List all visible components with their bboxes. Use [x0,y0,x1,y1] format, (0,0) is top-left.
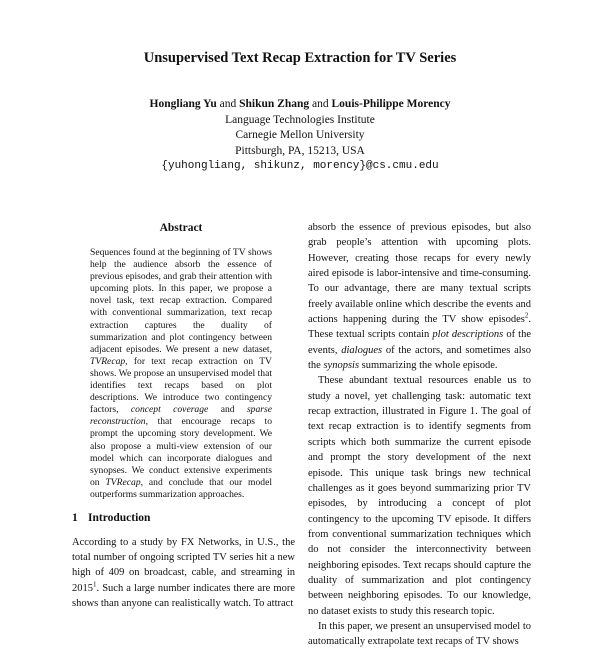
author-block [0,97,600,175]
introduction-text: According to a study by FX Networks, in U.S., the total number of ongoing scripted TV series hit a new high of 409 on broadcast, cable, and streaming in 2015$^1$. Such a large number indicates there are more shows than anyone can realistically watch. To attract [72,537,295,609]
author-1: Hongliang Yu [149,98,217,110]
paper-title: Unsupervised Text Recap Extraction for TV Series [143,50,457,66]
paragraph: absorb the essence of previous episodes, but also grab people’s attention with upcoming plots. However, creating those recaps for every newly aired episode is labor-intensive and time-consuming. To our advantage, there are many textual scripts freely available online which describe the events and actions happening during the TV show episodes$^2$. These textual scripts contain plot descriptions of the events, dialogues of the actors, and sometimes also the synopsis summarizing the whole episode. [308,222,532,372]
section-number: 1 [72,512,78,524]
emphasis-term: dialogues [341,344,383,356]
dataset-name: TVRecap [90,355,126,367]
abstract-text: Sequences found at the beginning of TV shows help the audience absorb the essence of previous episodes, and grab their attention with upcoming plots. In this paper, we propose a novel task, text recap extraction. Compared with conventional summarization, text recap extraction captures the duality of summarization and plot contingency between adjacent episodes. We present a new dataset, TVRecap, for text recap extraction on TV shows. We propose an unsupervised model that identifies text recaps based on plot descriptions. We introduce two contingency factors, concept coverage and sparse reconstruction, that encourage recaps to prompt the upcoming story development. We also propose a multi-view extension of our model which can incorporate dialogues and synopses. We conduct extensive experiments on TVRecap, and conclude that our model outperforms summarization approaches. [90,247,273,500]
author-3: Louis-Philippe Morency [331,98,451,110]
author-names [0,97,600,113]
paragraph: These abundant textual resources enable us to study a novel, yet challenging task: automatic text recap extraction, illustrated in Figure 1. The goal of text recap extraction is to identify segments from scripts which both summarize the current episode and prompt the story development of the next episode. This unique task brings new technical challenges as it goes beyond summarizing prior TV episodes, by introducing a concept of plot contingency to the upcoming TV episode. It differs from conventional summarization techniques which do not consider the interconnectivity between neighboring episodes. Text recaps should capture the duality of summarization and plot contingency between neighboring episodes. To our knowledge, no dataset exists to study this research topic. [308,375,531,617]
university: Carnegie Mellon University [235,129,365,141]
footnote-marker: 1 [93,580,97,589]
factor-term: concept coverage [130,404,209,416]
emphasis-term: plot descriptions [432,329,504,341]
address: Pittsburgh, PA, 15213, USA [235,144,365,157]
dataset-name: TVRecap [105,476,141,488]
section-title: Introduction [88,512,151,524]
factor-term: sparse reconstruction [90,404,273,428]
abstract-heading: Abstract [159,222,203,234]
footnote-marker: 2 [524,311,529,320]
right-column-text [308,220,531,650]
email: {yuhongliang, shikunz, morency}@cs.cmu.edu [161,160,439,172]
author-separator: and [312,98,329,110]
emphasis-term: synopsis [323,360,360,372]
section-heading-introduction [72,512,150,524]
author-separator: and [219,98,237,110]
author-2: Shikun Zhang [239,98,310,110]
paragraph: In this paper, we present an unsupervised model to automatically extrapolate text recaps of TV shows [308,620,531,648]
affiliation: Language Technologies Institute [225,113,375,126]
